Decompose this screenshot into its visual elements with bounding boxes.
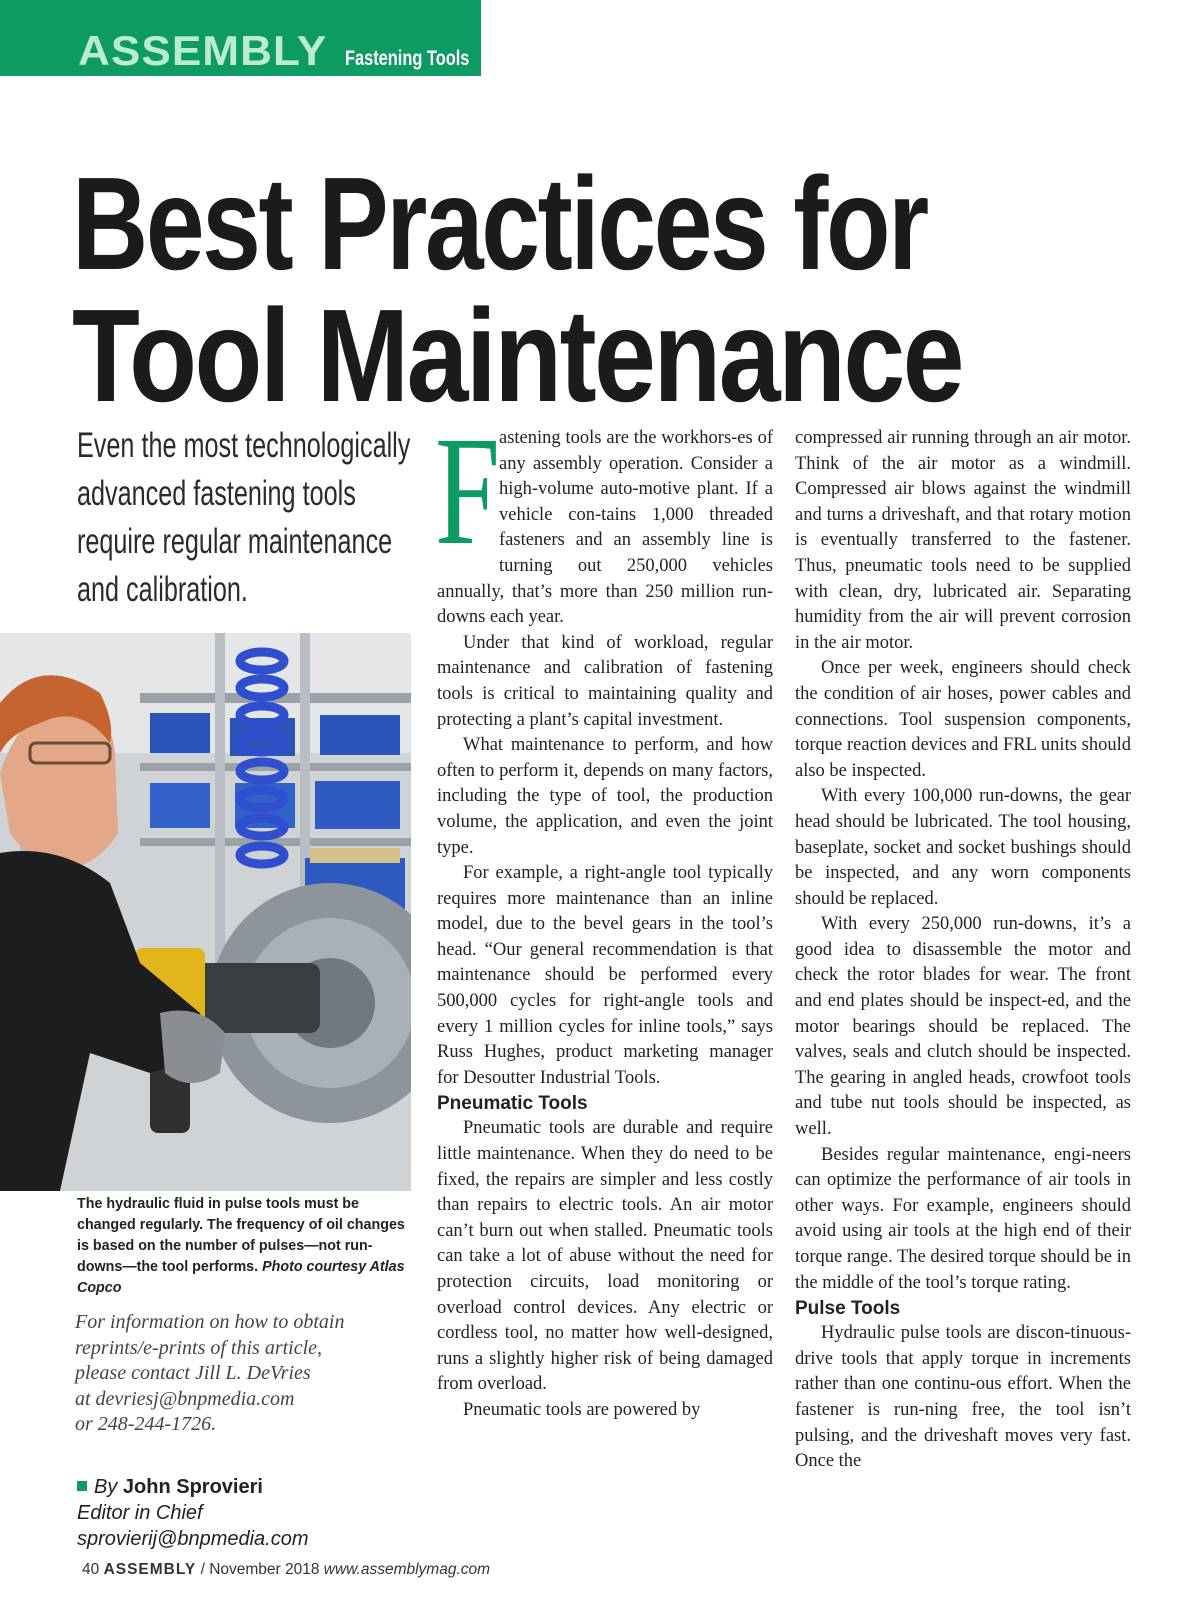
reprint-info [75, 1310, 415, 1438]
paragraph: What maintenance to perform, and how often to perform it, depends on many factors, including the type of tool, the production volume, the application, and even the joint type. [437, 735, 773, 858]
caption-credit: Photo courtesy Atlas Copco [77, 1259, 405, 1296]
paragraph: Once per week, engineers should check the condition of air hoses, power cables and connections. Tool suspension components, torque reaction devices and FRL units should also be inspected. [795, 658, 1131, 781]
caption-text: The hydraulic fluid in pulse tools must be changed regularly. The frequency of oil changes is based on the number of pulses—not run-downs—the tool performs. [77, 1196, 405, 1275]
reprint-email-line: at devriesj@bnpmedia.com [75, 1387, 295, 1410]
paragraph: F astening tools are the workhors-es of any assembly operation. Consider a high-volume auto-motive plant. If a vehicle con-tains 1,000 threaded fasteners and an assembly line is turning out 250,000 vehicles annually, that’s more than 250 million run-downs each year. [435, 404, 773, 628]
article-column-1 [435, 404, 773, 1424]
headline-line-1: Best Practices for [72, 150, 927, 297]
reprint-line: reprints/e-prints of this article, [75, 1336, 323, 1359]
paragraph: With every 100,000 run-downs, the gear head should be lubricated. The tool housing, baseplate, socket and socket bushings should be inspected, and any worn components should be replaced. [795, 786, 1131, 909]
paragraph: Pneumatic tools are durable and require little maintenance. When they do need to be fixed, the repairs are simpler and less costly than repairs to electric tools. An air motor can’t burn out when stalled. Pneumatic tools can take a lot of abuse without the need for protection circuits, load monitoring or overload control devices. Any electric or cordless tool, no matter how well-designed, runs a slightly higher risk of being damaged from overload. [437, 1118, 773, 1395]
deck [77, 422, 423, 614]
author-name: John Sprovieri [122, 1476, 263, 1498]
issue-date: / November 2018 [200, 1561, 320, 1578]
photo-caption [77, 1194, 417, 1299]
drop-cap: F [435, 404, 501, 577]
square-bullet-icon [77, 1481, 87, 1491]
subsection-label: Fastening Tools [345, 47, 470, 70]
reprint-line: For information on how to obtain [75, 1311, 345, 1333]
article-column-2 [795, 426, 1131, 1475]
paragraph: compressed air running through an air motor. Think of the air motor as a windmill. Compressed air blows against the windmill and turns a driveshaft, and that rotary motion is eventually transferred to the fastener. Thus, pneumatic tools need to be supplied with clean, dry, lubricated air. Separating humidity from the air will prevent corrosion in the air motor. [795, 428, 1131, 653]
magazine-name: ASSEMBLY [103, 1561, 197, 1578]
deck-line: require regular maintenance [77, 522, 393, 561]
page-number: 40 [82, 1561, 100, 1578]
author-role: Editor in Chief [77, 1502, 203, 1524]
paragraph: For example, a right-angle tool typically requires more maintenance than an inline model, due to the bevel gears in the tool’s head. “Our general recommendation is that maintenance should be performed every 500,000 cycles for right-angle tools and every 1 million cycles for inline tools,” says Russ Hughes, product marketing manager for Desoutter Industrial Tools. [437, 863, 773, 1088]
section-label: ASSEMBLY [78, 27, 328, 74]
byline-prefix: By [94, 1476, 118, 1498]
deck-line: Even the most technologically [77, 426, 411, 465]
headline-line-2: Tool Maintenance [72, 282, 962, 429]
deck-line: advanced fastening tools [77, 474, 356, 513]
paragraph: Hydraulic pulse tools are discon-tinuous-drive tools that apply torque in increments rather than one continu-ous effort. When the fastener is run-ning free, the tool isn’t pulsing, and the driveshaft moves very fast. Once the [795, 1323, 1131, 1472]
paragraph: Under that kind of workload, regular maintenance and calibration of fastening tools is critical to maintaining quality and protecting a plant’s capital investment. [437, 632, 773, 730]
paragraph: Pneumatic tools are powered by [463, 1399, 701, 1420]
paragraph: With every 250,000 run-downs, it’s a good idea to disassemble the motor and check the rotor blades for wear. The front and end plates should be inspect-ed, and the motor bearings should be replaced. The valves, seals and clutch should be inspected. The gearing in angled heads, crowfoot tools and tube nut tools should be inspected, as well. [795, 914, 1131, 1140]
article-photo [0, 633, 411, 1191]
reprint-line: please contact Jill L. DeVries [75, 1362, 311, 1384]
deck-line: and calibration. [77, 570, 248, 609]
magazine-url[interactable]: www.assemblymag.com [323, 1561, 491, 1578]
subheading: Pulse Tools [795, 1298, 901, 1320]
paragraph: Besides regular maintenance, engi-neers can optimize the performance of air tools in other ways. For example, engineers should avoid using air tools at the high end of their torque range. The desired torque should be in the middle of the tool’s torque rating. [795, 1144, 1131, 1293]
reprint-phone-line: or 248-244-1726. [75, 1413, 217, 1435]
page-footer [82, 1561, 490, 1579]
section-banner [0, 0, 481, 76]
author-email[interactable]: sprovierij@bnpmedia.com [77, 1528, 309, 1550]
subheading: Pneumatic Tools [437, 1093, 588, 1115]
byline [77, 1474, 407, 1552]
